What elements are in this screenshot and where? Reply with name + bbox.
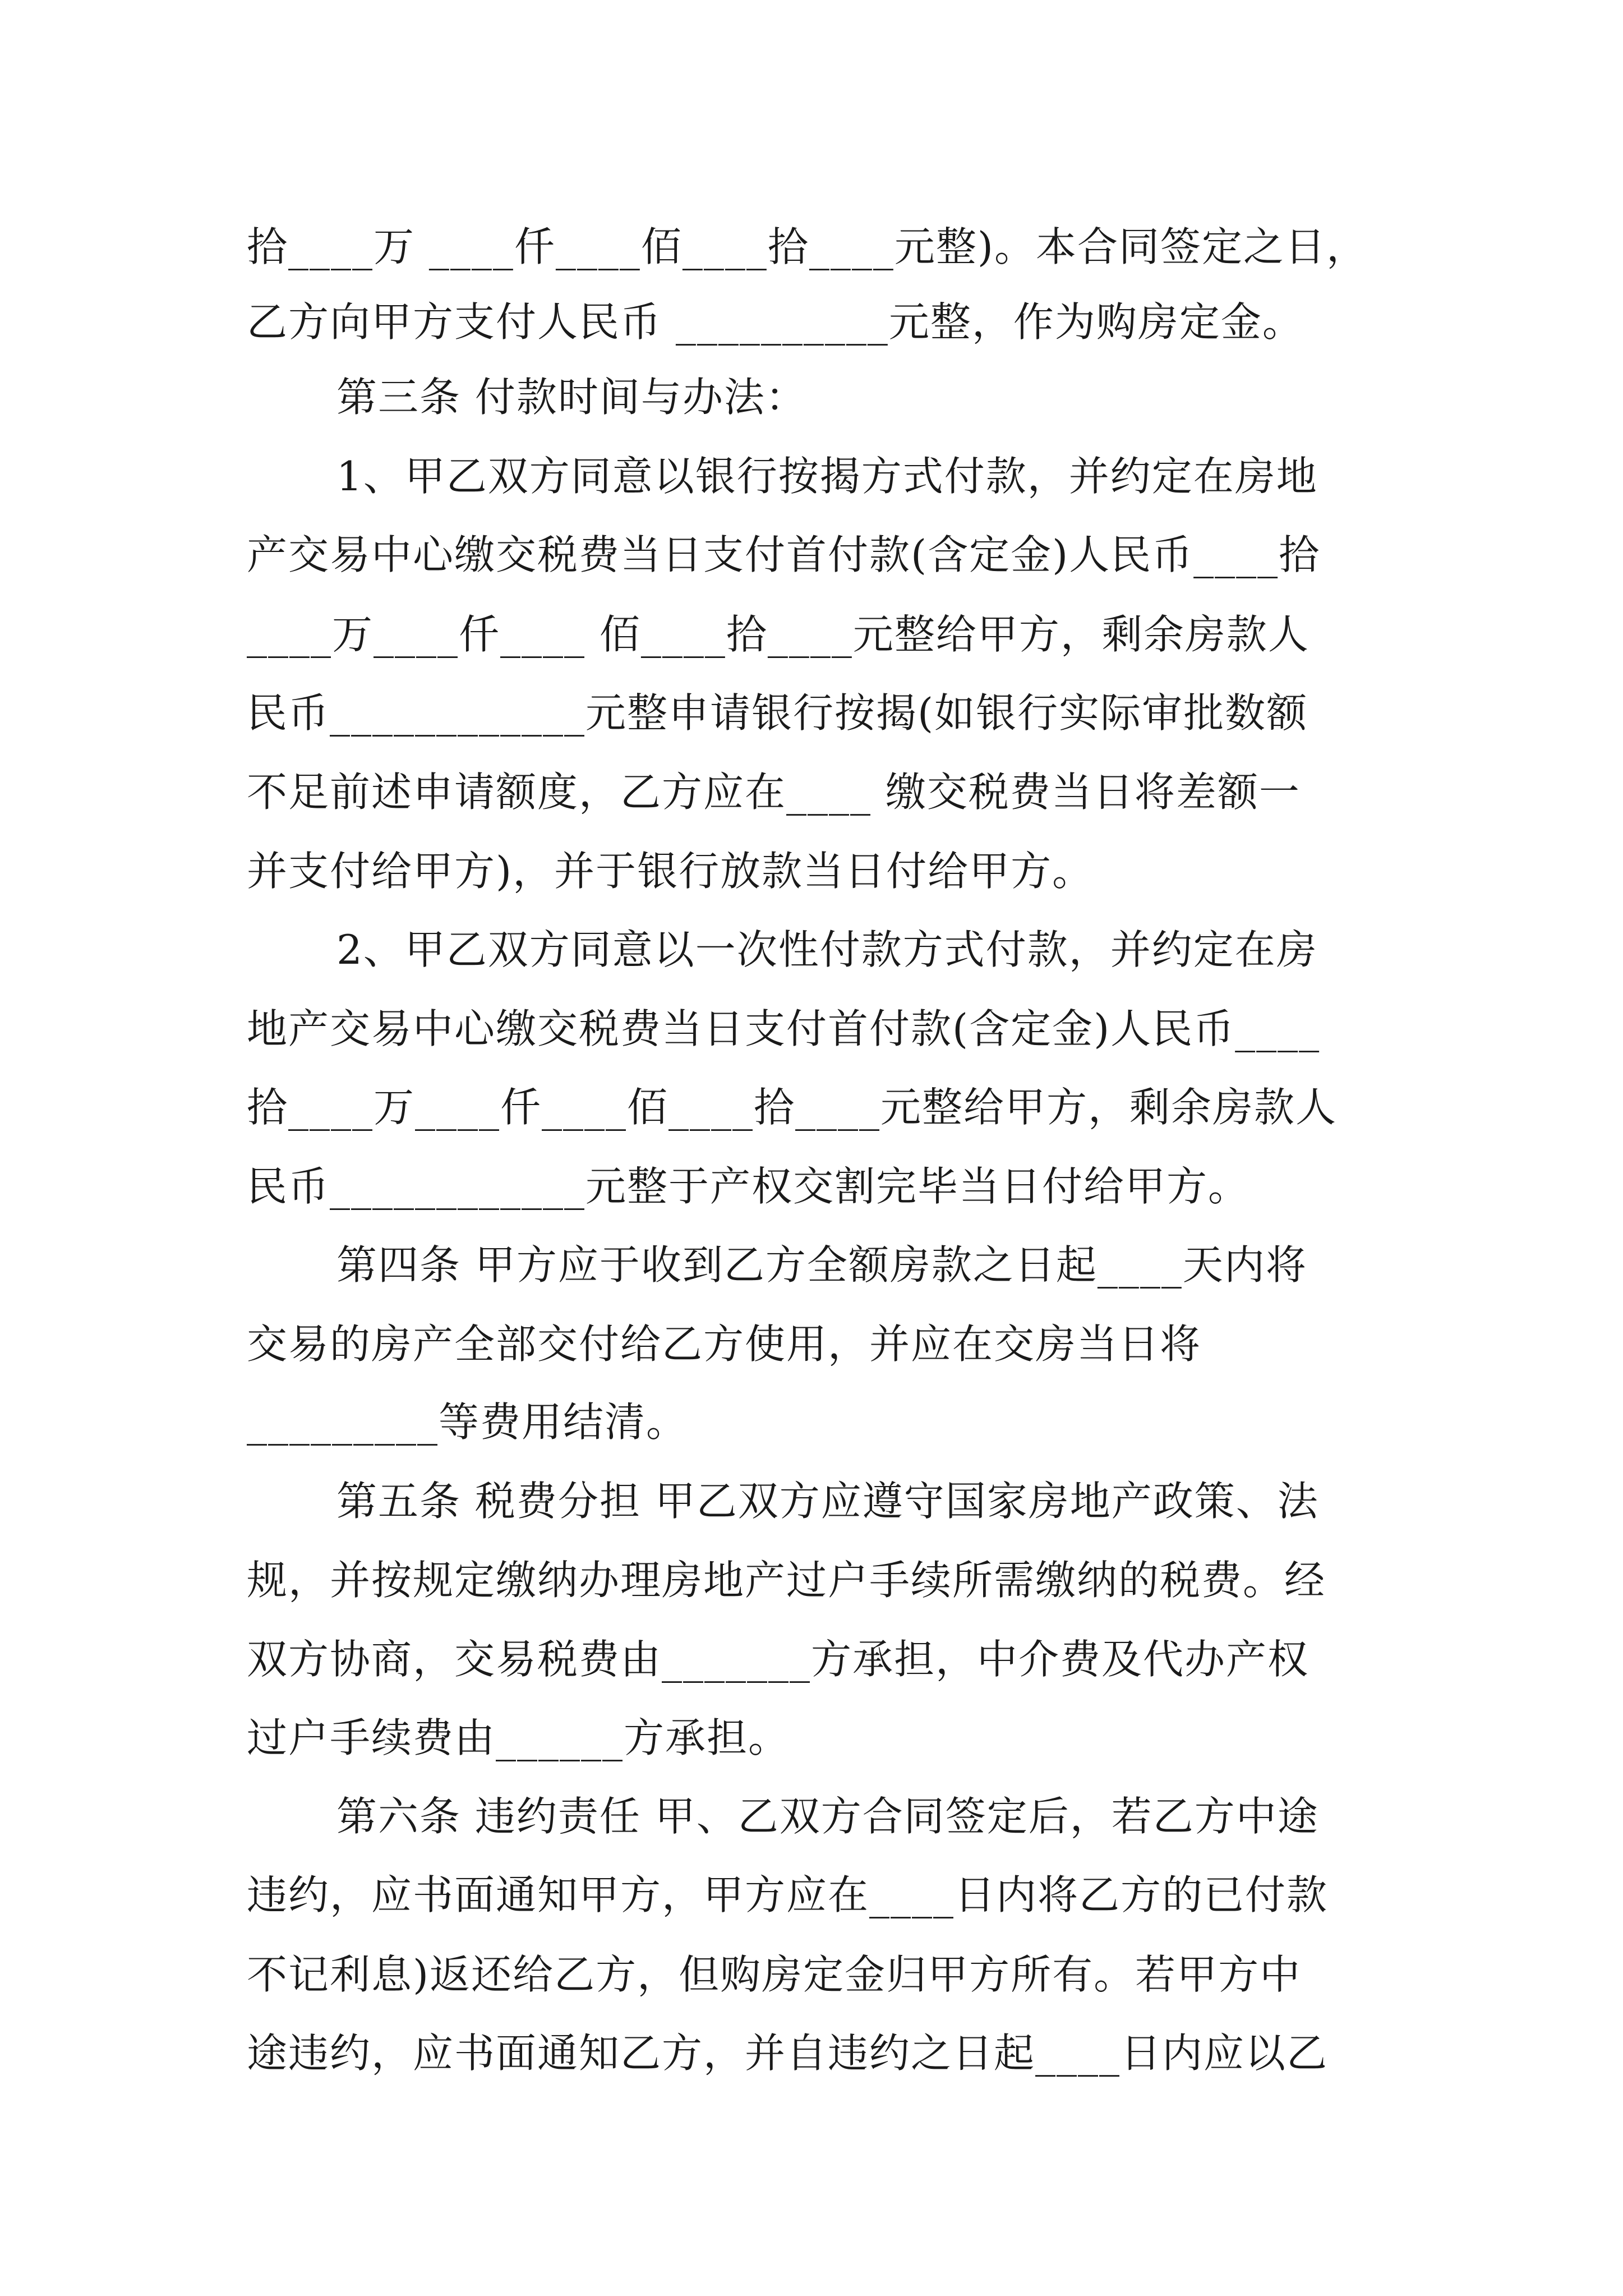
text-line: 不记利息)返还给乙方，但购房定金归甲方所有。若甲方中 [247,1951,1302,1998]
text-line: _________等费用结清。 [247,1398,688,1446]
text-line: 民币____________元整申请银行按揭(如银行实际审批数额 [247,689,1308,737]
text-line: 违约，应书面通知甲方，甲方应在____日内将乙方的已付款 [247,1871,1329,1918]
text-line: 途违约，应书面通知乙方，并自违约之日起____日内应以乙 [247,2030,1329,2077]
section-heading-article-3: 第三条 付款时间与办法： [336,374,807,421]
section-heading-article-4: 第四条 甲方应于收到乙方全额房款之日起____天内将 [336,1241,1307,1289]
text-line: 过户手续费由______方承担。 [247,1714,790,1761]
text-line: 1、甲乙双方同意以银行按揭方式付款，并约定在房地 [336,453,1318,500]
text-line: 拾____万____仟____佰____拾____元整给甲方，剩余房款人 [247,1084,1338,1131]
section-heading-article-5: 第五条 税费分担 甲乙双方应遵守国家房地产政策、法 [336,1478,1319,1525]
text-line: 民币____________元整于产权交割完毕当日付给甲方。 [247,1163,1250,1210]
text-line: ____万____仟____ 佰____拾____元整给甲方，剩余房款人 [247,611,1310,658]
text-line: 地产交易中心缴交税费当日支付首付款(含定金)人民币____ [247,1005,1321,1052]
text-line: 规，并按规定缴纳办理房地产过户手续所需缴纳的税费。经 [247,1557,1326,1604]
text-line: 2、甲乙双方同意以一次性付款方式付款，并约定在房 [336,926,1318,973]
text-line: 不足前述申请额度，乙方应在____ 缴交税费当日将差额一 [247,769,1301,816]
text-line: 双方协商，交易税费由_______方承担，中介费及代办产权 [247,1636,1310,1683]
text-line: 并支付给甲方)，并于银行放款当日付给甲方。 [247,848,1094,895]
text-line: 产交易中心缴交税费当日支付首付款(含定金)人民币____拾 [247,531,1321,578]
text-line: 拾____万 ____仟____佰____拾____元整)。本合同签定之日， [247,223,1368,270]
text-line: 交易的房产全部交付给乙方使用，并应在交房当日将 [247,1320,1202,1368]
section-heading-article-6: 第六条 违约责任 甲、乙双方合同签定后，若乙方中途 [336,1793,1319,1840]
text-line: 乙方向甲方支付人民币 __________元整，作为购房定金。 [247,298,1304,346]
